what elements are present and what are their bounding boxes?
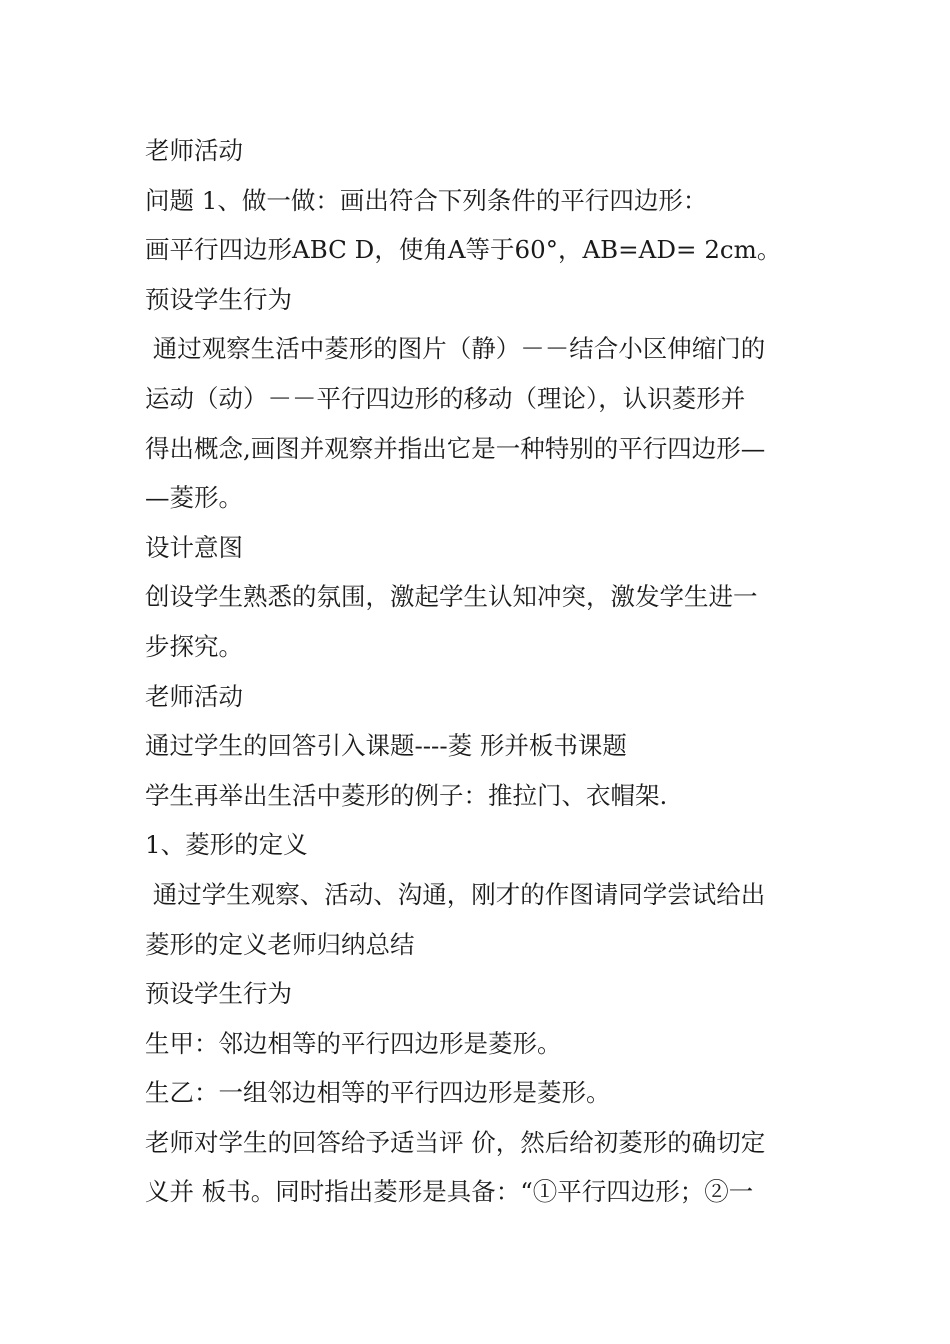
paragraph-line: 运动（动）－－平行四边形的移动（理论），认识菱形并 (145, 383, 746, 413)
paragraph-line: 菱形的定义老师归纳总结 (145, 929, 415, 959)
paragraph-line: 步探究。 (145, 631, 243, 661)
problem-condition: 画平行四边形ABC D，使角A等于60°，AB=AD= 2cm。 (145, 235, 782, 265)
student-answer-b: 生乙：一组邻边相等的平行四边形是菱形。 (145, 1078, 611, 1108)
problem-statement: 问题 1、做一做：画出符合下列条件的平行四边形： (145, 185, 708, 215)
paragraph-line: 老师对学生的回答给予适当评 价，然后给初菱形的确切定 (145, 1127, 766, 1157)
paragraph-line: 学生再举出生活中菱形的例子：推拉门、衣帽架. (145, 780, 668, 810)
heading-teacher-activity: 老师活动 (145, 136, 243, 165)
document-body (145, 126, 810, 1217)
paragraph-line: —菱形。 (145, 483, 243, 513)
heading-design-intent: 设计意图 (145, 532, 243, 562)
heading-expected-student-behavior: 预设学生行为 (145, 284, 292, 314)
paragraph-line: 得出概念,画图并观察并指出它是一种特别的平行四边形— (145, 433, 766, 463)
paragraph-line: 义并 板书。同时指出菱形是具备：“①平行四边形；②一 (145, 1177, 754, 1207)
heading-expected-student-behavior: 预设学生行为 (145, 979, 292, 1009)
paragraph-line: 创设学生熟悉的氛围，激起学生认知冲突，激发学生进一 (145, 582, 758, 612)
paragraph-line: 通过学生观察、活动、沟通，刚才的作图请同学尝试给出 (145, 879, 766, 909)
heading-teacher-activity: 老师活动 (145, 681, 243, 711)
section-heading-rhombus-definition: 1、菱形的定义 (145, 830, 308, 860)
paragraph-line: 通过观察生活中菱形的图片（静）－－结合小区伸缩门的 (145, 334, 766, 364)
student-answer-a: 生甲：邻边相等的平行四边形是菱形。 (145, 1028, 562, 1058)
paragraph-line: 通过学生的回答引入课题----菱 形并板书课题 (145, 731, 627, 761)
